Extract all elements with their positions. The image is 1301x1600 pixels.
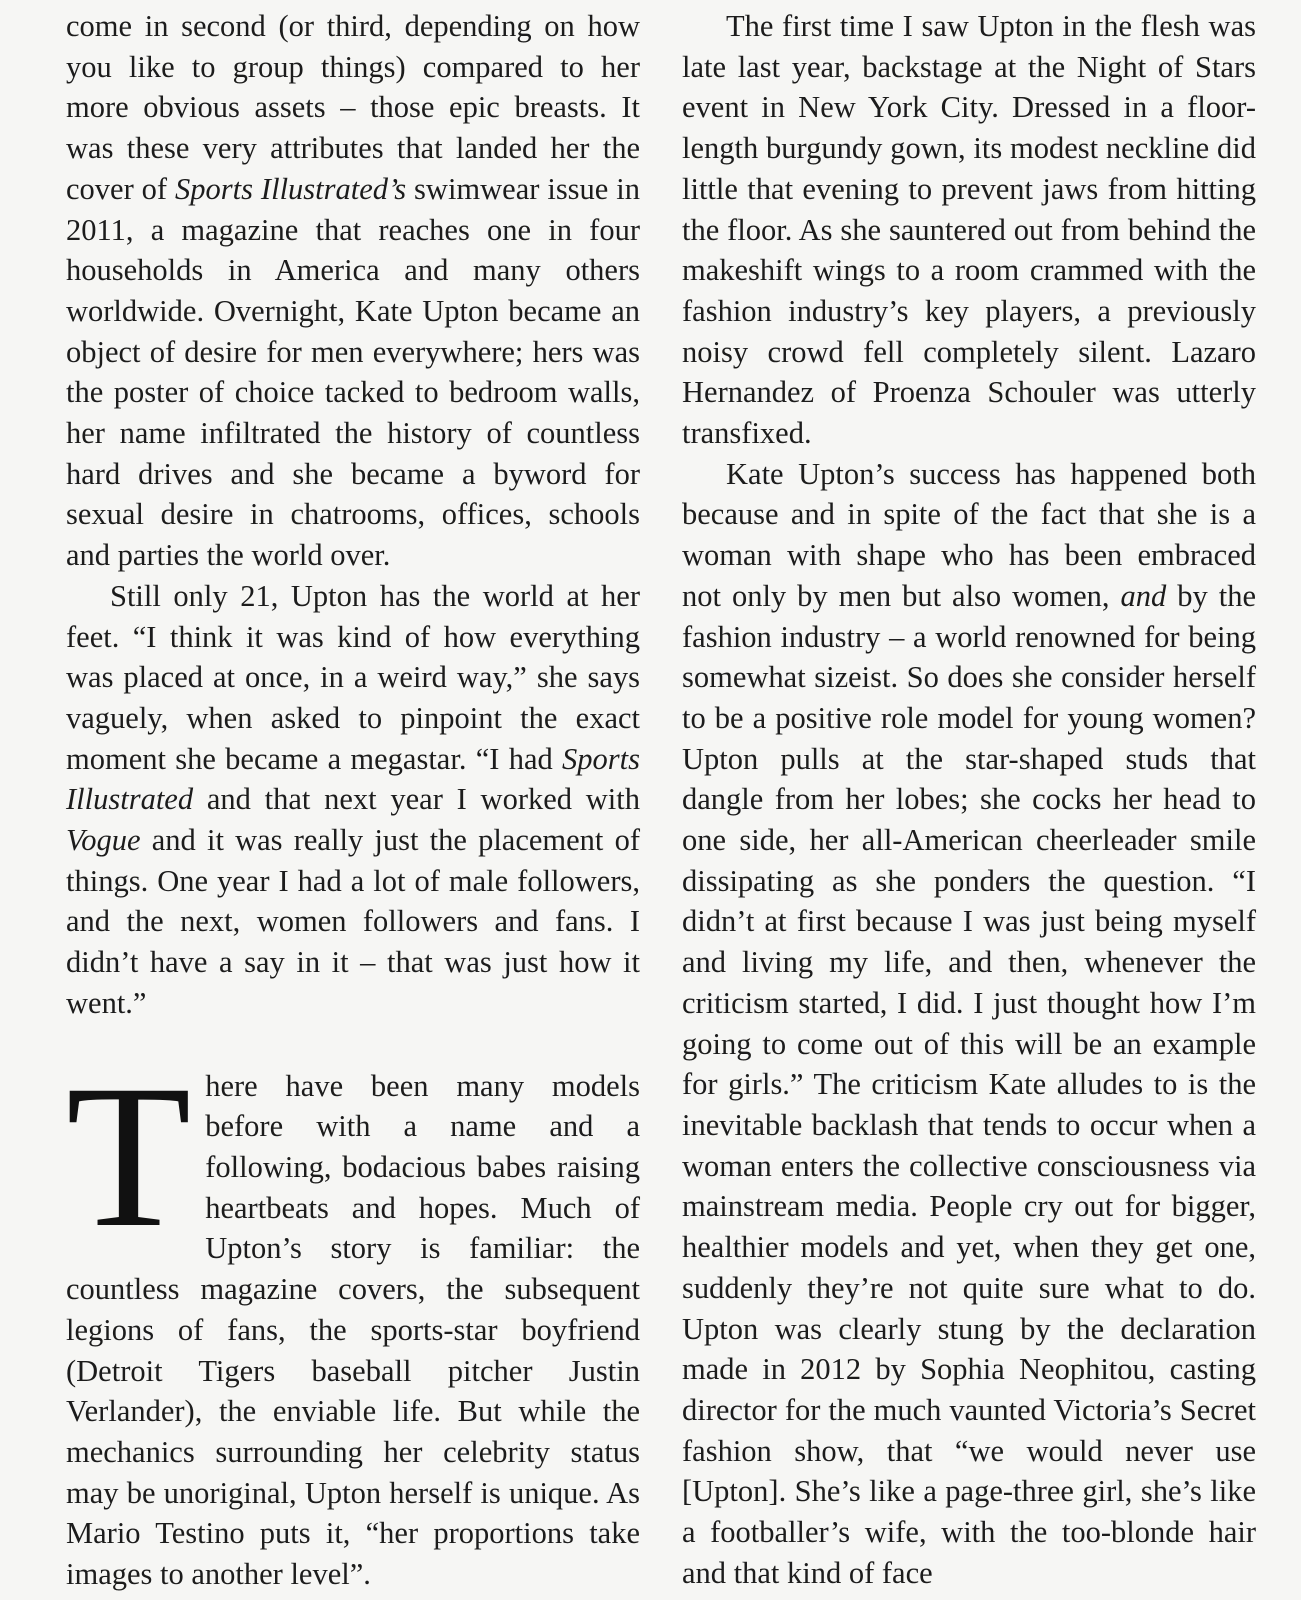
- text-run: Kate Upton’s success has happened both because and in spite of the fact that she is a woman with shape who has been embraced not only by men but also women,: [682, 456, 1256, 613]
- text-run: and that next year I worked with: [193, 782, 640, 817]
- italic-title: Sports Illustrated’s: [175, 171, 407, 206]
- left-column: [66, 6, 640, 1595]
- paragraph-dropcap: [66, 1042, 640, 1595]
- text-run: by the fashion industry – a world renowned for being somewhat sizeist. So does she consider herself to be a positive role model for young women? Upton pulls at the star-shaped studs that dangle from her lobes; she cocks her head to one side, her all-American cheerleader smile dissipating as she ponders the question. “I didn’t at first because I was just being myself and living my life, and then, whenever the criticism started, I did. I just thought how I’m going to come out of this will be an example for girls.” The criticism Kate alludes to is the inevitable backlash that tends to occur when a woman enters the collective consciousness via mainstream media. People cry out for bigger, healthier models and yet, when they get one, suddenly they’re not quite sure what to do. Upton was clearly stung by the declaration made in 2012 by Sophia Neophitou, casting director for the much vaunted Victoria’s Secret fashion show, that “we would never use [Upton]. She’s like a page-three girl, she’s like a footballer’s wife, with the too-blonde hair and that kind of face: [682, 578, 1257, 1590]
- paragraph: [66, 576, 640, 1024]
- paragraph: [682, 454, 1256, 1594]
- text-run: swimwear issue in 2011, a magazine that reaches one in four households in America and many others worldwide. Overnight, Kate Upton became an object of desire for men everywhere; hers was the poster of choice tacked to bedroom walls, her name infiltrated the history of countless hard drives and she became a byword for sexual desire in chatrooms, offices, schools and parties the world over.: [66, 171, 641, 573]
- right-column: [682, 6, 1256, 1593]
- text-run: Still only 21, Upton has the world at her feet. “I think it was kind of how everything was placed at once, in a weird way,” she says vaguely, when asked to pinpoint the exact moment she became a megastar. “I had: [66, 578, 640, 776]
- italic-word: and: [1120, 578, 1167, 613]
- paragraph: The first time I saw Upton in the flesh was late last year, backstage at the Night of Stars event in New York City. Dressed in a floor-length burgundy gown, its modest neckline did little that evening to prevent jaws from hitting the floor. As she sauntered out from behind the makeshift wings to a room crammed with the fashion industry’s key players, a previously noisy crowd fell completely silent. Lazaro Hernandez of Proenza Schouler was utterly transfixed.: [682, 9, 1256, 451]
- text-run: here have been many models before with a name and a following, bodacious babes raising heartbeats and hopes. Much of Upton’s story is familiar: the countless magazine covers, the subsequent legions of fans, the sports-star boyfriend (Detroit Tigers baseball pitcher Justin Verlander), the enviable life. But while the mechanics surrounding her celebrity status may be unoriginal, Upton herself is unique. As Mario Testino puts it, “her proportions take images to another level”.: [66, 1068, 640, 1592]
- drop-cap: T: [66, 1042, 192, 1270]
- italic-title: Sports Illustrated: [66, 741, 640, 817]
- text-run: come in second (or third, depending on how you like to group things) compared to her more obvious assets – those epic breasts. It was these very attributes that landed her the cover of: [66, 9, 640, 206]
- text-run: and it was really just the placement of things. One year I had a lot of male followers, and the next, women followers and fans. I didn’t have a say in it – that was just how it went.”: [66, 823, 640, 1020]
- italic-title: Vogue: [66, 823, 141, 858]
- paragraph: [66, 6, 640, 576]
